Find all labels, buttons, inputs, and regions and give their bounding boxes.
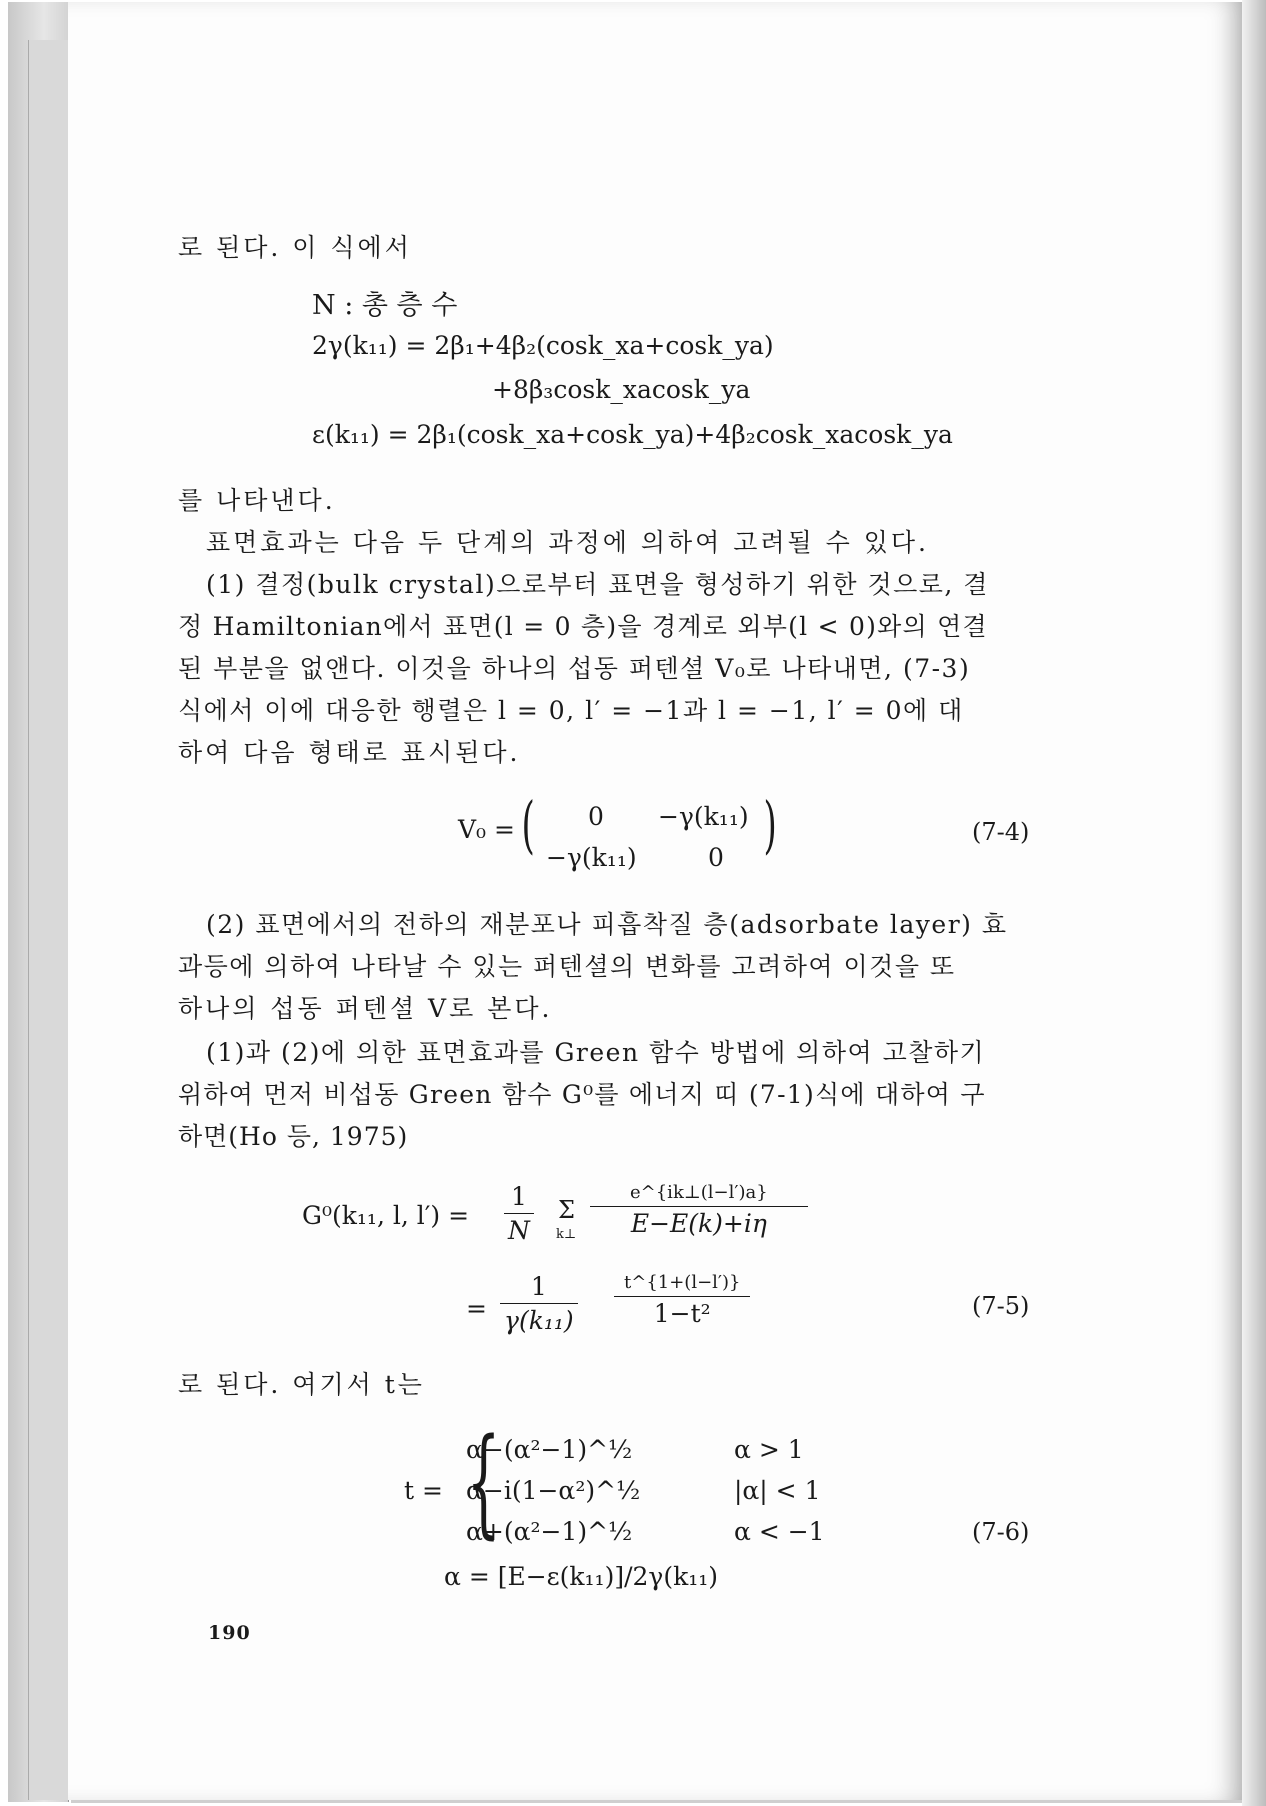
g0b-frac1-num: 1 <box>500 1274 578 1304</box>
t-lhs: t = <box>404 1476 443 1505</box>
book-page-edges <box>28 40 71 1800</box>
text-line-6: 를 나타낸다. <box>178 486 336 515</box>
text-line-9: 정 Hamiltonian에서 표면(l = 0 층)을 경계로 외부(l < 0)와의 연결 <box>178 612 988 641</box>
equation-number-7-5: (7-5) <box>972 1292 1030 1320</box>
g0-lhs: G⁰(k₁₁, l, l′) = <box>302 1201 470 1230</box>
page-number: 190 <box>208 1622 251 1644</box>
text-line-13: (2) 표면에서의 전하의 재분포나 피흡착질 층(adsorbate layer) 효 <box>206 910 1008 939</box>
matrix-m11: 0 <box>588 802 604 831</box>
matrix-m12: −γ(k₁₁) <box>658 802 749 831</box>
g0-sum: Σ <box>558 1196 575 1224</box>
g0b-frac1 <box>500 1274 578 1333</box>
text-line-8: (1) 결정(bulk crystal)으로부터 표면을 형성하기 위한 것으로, 결 <box>206 570 989 599</box>
equation-epsilon: ε(k₁₁) = 2β₁(cosk_xa+cosk_ya)+4β₂cosk_xacosk_ya <box>312 420 953 449</box>
text-line-14: 과등에 의하여 나타날 수 있는 퍼텐셜의 변화를 고려하여 이것을 또 <box>178 952 956 981</box>
g0b-frac2-den: 1−t² <box>653 1299 711 1328</box>
t-cond-2: |α| < 1 <box>734 1476 821 1505</box>
g0b-frac1-den: γ(k₁₁) <box>504 1306 574 1335</box>
text-line-15: 하나의 섭동 퍼텐셜 V로 본다. <box>178 994 553 1023</box>
equation-number-7-6: (7-6) <box>972 1518 1030 1546</box>
g0-sum-sub: k⊥ <box>556 1227 577 1242</box>
g0-frac2-den: E−E(k)+iη <box>630 1209 767 1238</box>
page-shadow <box>1242 0 1266 1806</box>
text-line-12: 하여 다음 형태로 표시된다. <box>178 738 521 767</box>
text-line-18: 하면(Ho 등, 1975) <box>178 1122 409 1151</box>
matrix-m22: 0 <box>708 843 724 872</box>
text-line-10: 된 부분을 없앤다. 이것을 하나의 섭동 퍼텐셜 V₀로 나타내면, (7-3) <box>178 654 971 683</box>
g0b-frac2 <box>614 1274 750 1326</box>
g0b-frac2-num: t^{1+(l−l′)} <box>614 1274 750 1297</box>
text-line-19: 로 된다. 여기서 t는 <box>178 1370 425 1399</box>
text-line-16: (1)과 (2)에 의한 표면효과를 Green 함수 방법에 의하여 고찰하기 <box>206 1038 986 1067</box>
equation-number-7-4: (7-4) <box>972 818 1030 846</box>
g0-frac1-den: N <box>508 1216 530 1245</box>
t-cond-1: α > 1 <box>734 1435 804 1464</box>
matrix-right-paren: ) <box>763 788 777 861</box>
definition-n: N : 총 층 수 <box>312 290 458 321</box>
g0b-equals: = <box>466 1294 487 1323</box>
cases-brace: { <box>466 1412 501 1550</box>
matrix-left-paren: ( <box>521 788 535 861</box>
g0-frac1-num: 1 <box>504 1184 534 1214</box>
t-cond-3: α < −1 <box>734 1517 825 1546</box>
text-line-17: 위하여 먼저 비섭동 Green 함수 G⁰를 에너지 띠 (7-1)식에 대하여 구 <box>178 1080 986 1109</box>
t-case-1: α−(α²−1)^½ <box>466 1435 633 1464</box>
v0-lhs: V₀ = <box>458 815 515 844</box>
equation-gamma: 2γ(k₁₁) = 2β₁+4β₂(cosk_xa+cosk_ya) <box>312 331 774 360</box>
t-case-3: α+(α²−1)^½ <box>466 1517 633 1546</box>
matrix-m21: −γ(k₁₁) <box>546 843 637 872</box>
text-line-1: 로 된다. 이 식에서 <box>178 233 412 262</box>
alpha-definition: α = [E−ε(k₁₁)]/2γ(k₁₁) <box>444 1562 719 1591</box>
text-line-7: 표면효과는 다음 두 단계의 과정에 의하여 고려될 수 있다. <box>206 528 929 557</box>
equation-gamma-cont: +8β₃cosk_xacosk_ya <box>492 375 751 404</box>
book-page <box>68 2 1244 1800</box>
g0-frac2 <box>590 1184 808 1236</box>
t-case-2: α−i(1−α²)^½ <box>466 1476 641 1505</box>
g0-frac2-num: e^{ik⊥(l−l′)a} <box>590 1184 808 1207</box>
g0-frac1 <box>504 1184 534 1243</box>
text-line-11: 식에서 이에 대응한 행렬은 l = 0, l′ = −1과 l = −1, l′ = 0에 대 <box>178 696 964 725</box>
